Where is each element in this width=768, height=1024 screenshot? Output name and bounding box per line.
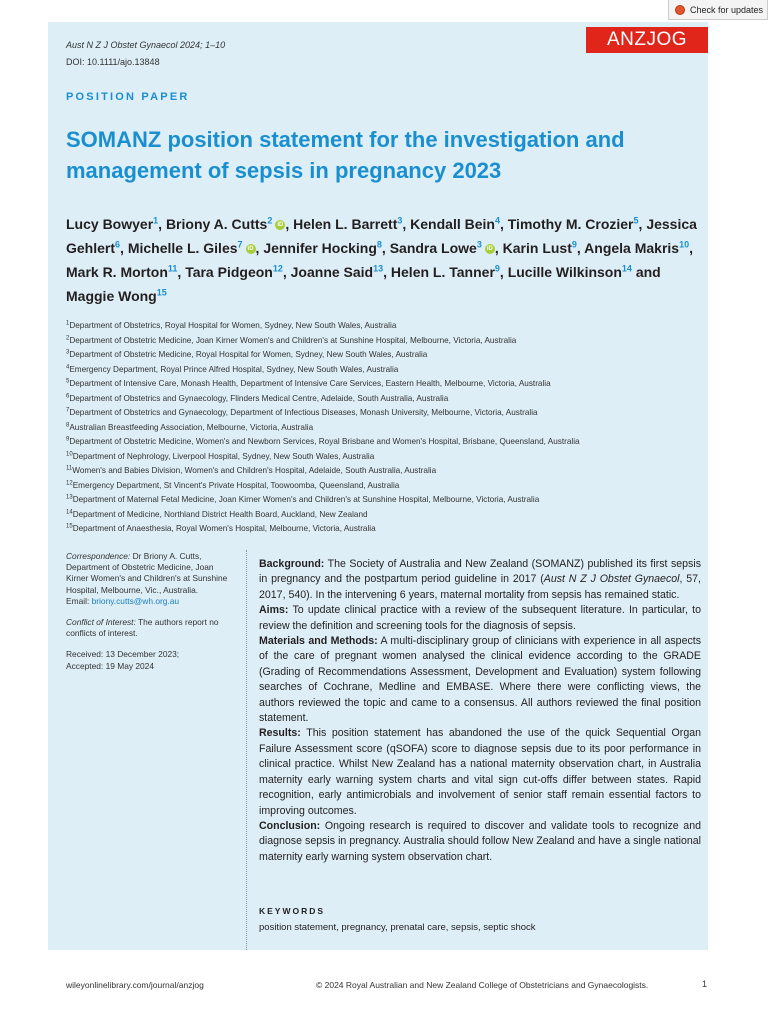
abstract-results	[259, 726, 701, 818]
author-affiliation-ref: 5	[633, 215, 639, 226]
affiliation-number: 11	[66, 465, 73, 472]
affiliation-item	[66, 450, 706, 465]
author	[185, 264, 283, 280]
aims-text: To update clinical practice with a review of the subsequent literature. In particular, to review the definition and screening tools for the diagnosis of sepsis.	[259, 604, 701, 632]
author	[166, 216, 285, 232]
author-affiliation-ref: 15	[156, 287, 167, 298]
author-name: Joanne Said	[290, 264, 374, 280]
affiliation-number: 3	[66, 349, 70, 356]
coi-text: The authors report no conflicts of interest.	[66, 617, 219, 639]
author	[391, 264, 500, 280]
crossmark-icon	[675, 5, 685, 15]
affiliation-number: 9	[66, 436, 70, 443]
affiliation-number: 12	[66, 479, 73, 486]
affiliation-text: Emergency Department, St Vincent's Private Hospital, Toowoomba, Queensland, Australia	[72, 480, 400, 490]
abstract-conclusion	[259, 819, 701, 865]
author	[508, 264, 632, 280]
author-name: Briony A. Cutts	[165, 216, 268, 232]
accepted-date: Accepted: 19 May 2024	[66, 660, 154, 671]
affiliation-item	[66, 392, 706, 407]
aims-label: Aims:	[259, 604, 289, 617]
affiliation-item	[66, 464, 706, 479]
author-name: Kendall Bein	[410, 216, 495, 232]
author-affiliation-ref: 7	[237, 239, 243, 250]
orcid-icon[interactable]: iD	[486, 246, 493, 253]
footer-copyright: © 2024 Royal Australian and New Zealand College of Obstetricians and Gynaecologists.	[316, 980, 649, 990]
affiliation-text: Department of Intensive Care, Monash Health, Department of Intensive Care Services, Eastern Health, Melbourne, Victoria, Australia	[69, 379, 551, 388]
affiliation-text: Emergency Department, Royal Prince Alfred Hospital, Sydney, New South Wales, Australia	[69, 364, 399, 374]
abstract-methods	[259, 634, 701, 726]
email-label: Email:	[66, 595, 90, 606]
author-name: Karin Lust	[502, 240, 572, 256]
author-affiliation-ref: 14	[621, 263, 632, 274]
author-name: Angela Makris	[584, 240, 680, 256]
abstract-background	[259, 557, 701, 603]
affiliation-text: Women's and Babies Division, Women's and Children's Hospital, Adelaide, South Australia, Australia	[72, 466, 437, 475]
affiliation-text: Australian Breastfeeding Association, Melbourne, Victoria, Australia	[69, 422, 314, 432]
author-name: Jennifer Hocking	[263, 240, 377, 256]
background-label: Background:	[259, 558, 325, 570]
background-text-2: , 57, 2017, 540). In the intervening 6 years, maternal mortality from sepsis has remained static.	[259, 573, 701, 601]
author	[390, 240, 495, 256]
affiliation-number: 1	[66, 320, 70, 327]
author-affiliation-ref: 10	[679, 239, 690, 250]
affiliation-number: 5	[66, 378, 70, 385]
affiliation-item	[66, 348, 706, 363]
affiliation-item	[66, 334, 706, 349]
affiliation-item	[66, 377, 706, 392]
conflict-of-interest	[66, 617, 234, 639]
author-affiliation-ref: 8	[376, 239, 382, 250]
conclusion-text: Ongoing research is required to discover and validate tools to recognize and diagnose sepsis in pregnancy. Australia should follow New Zealand and have a single national maternity early warning system observation chart.	[259, 819, 701, 863]
affiliation-number: 15	[66, 523, 73, 530]
author-affiliation-ref: 9	[571, 239, 577, 250]
affiliation-item	[66, 522, 706, 537]
author	[410, 216, 500, 232]
author	[66, 264, 177, 280]
author	[263, 240, 382, 256]
author-name: Sandra Lowe	[389, 240, 477, 256]
affiliation-item	[66, 421, 706, 436]
author-name: Michelle L. Giles	[127, 240, 238, 256]
author-affiliation-ref: 1	[153, 215, 159, 226]
author-name: Lucille Wilkinson	[507, 264, 622, 280]
correspondence-text: Dr Briony A. Cutts, Department of Obstetric Medicine, Joan Kirner Women's and Children's at Sunshine Hospital, Melbourne, Vic., Australia.	[66, 551, 228, 595]
orcid-icon[interactable]: iD	[247, 246, 254, 253]
methods-label: Materials and Methods:	[259, 635, 378, 648]
abstract-aims	[259, 603, 701, 634]
affiliation-text: Department of Medicine, Northland District Health Board, Auckland, New Zealand	[72, 509, 368, 519]
affiliation-text: Department of Obstetric Medicine, Joan Kirner Women's and Children's at Sunshine Hospital, Melbourne, Victoria, Australia	[69, 335, 517, 345]
affiliation-text: Department of Obstetrics and Gynaecology, Flinders Medical Centre, Adelaide, South Australia, Australia	[69, 393, 449, 403]
email-link[interactable]: briony.cutts@wh.org.au	[91, 595, 180, 606]
affiliation-number: 13	[66, 494, 73, 501]
author	[503, 240, 577, 256]
affiliation-number: 14	[66, 508, 73, 515]
author	[584, 240, 689, 256]
keywords-heading: KEYWORDS	[259, 906, 326, 916]
author-name: Maggie Wong	[66, 288, 157, 304]
paper-title: SOMANZ position statement for the investigation and management of sepsis in pregnancy 2023	[66, 127, 625, 183]
footer-url[interactable]: wileyonlinelibrary.com/journal/anzjog	[66, 980, 204, 990]
affiliation-number: 8	[66, 421, 70, 428]
author-name: Timothy M. Crozier	[507, 216, 634, 232]
affiliation-item	[66, 435, 706, 450]
check-for-updates-button[interactable]	[668, 0, 768, 20]
received-date: Received: 13 December 2023;	[66, 649, 180, 660]
author-name: Helen L. Tanner	[390, 264, 495, 280]
author	[293, 216, 402, 232]
author-affiliation-ref: 6	[115, 239, 121, 250]
author-affiliation-ref: 12	[272, 263, 283, 274]
dates	[66, 649, 234, 671]
author-affiliation-ref: 3	[397, 215, 403, 226]
affiliation-list	[66, 319, 706, 537]
affiliation-item	[66, 363, 706, 378]
journal-logo: ANZJOG	[586, 27, 708, 53]
author	[66, 288, 167, 304]
results-text: This position statement has abandoned the use of the quick Sequential Organ Failure Assessment score (qSOFA) score to diagnose sepsis due to its poor performance in clinical practice. Whilst New Zealand has a national maternity observation chart, in Australia maternity early warning system charts and vital sign cut-offs differ between states. Rapid recognition, early antimicrobials and involvement of senior staff remain essential factors to improving outcomes.	[259, 727, 701, 817]
affiliation-item	[66, 493, 706, 508]
background-text: The Society of Australia and New Zealand (SOMANZ) published its first sepsis in pregnancy and the postpartum period guideline in 2017 (	[259, 558, 701, 586]
author	[66, 216, 158, 232]
affiliation-number: 2	[66, 334, 70, 341]
affiliation-item	[66, 508, 706, 523]
paper-type: POSITION PAPER	[66, 91, 190, 103]
affiliation-text: Department of Obstetric Medicine, Women's and Newborn Services, Royal Brisbane and Women's Hospital, Brisbane, Queensland, Australia	[69, 437, 580, 446]
author-name: Tara Pidgeon	[185, 264, 273, 280]
conclusion-label: Conclusion:	[259, 819, 321, 832]
abstract	[259, 557, 701, 865]
orcid-icon[interactable]: iD	[277, 222, 284, 229]
author-name: Mark R. Morton	[66, 264, 168, 280]
coi-label: Conflict of Interest:	[66, 617, 136, 628]
affiliation-item	[66, 319, 706, 334]
divider	[246, 550, 247, 950]
affiliation-item	[66, 406, 706, 421]
affiliation-number: 4	[66, 363, 70, 370]
check-updates-label: Check for updates	[690, 4, 764, 15]
author-name: Jessica Gehlert	[66, 216, 697, 256]
affiliation-text: Department of Anaesthesia, Royal Women's Hospital, Melbourne, Victoria, Australia	[72, 524, 376, 533]
author-affiliation-ref: 3	[476, 239, 482, 250]
author-affiliation-ref: 4	[494, 215, 500, 226]
author-list: Lucy Bowyer$^1$, Briony A. Cutts$^2$ iD , Helen L. Barrett$^3$, Kendall Bein$^4$, Timothy M. Crozier$^5$, Jessica Gehlert$^6$, Michelle L. Giles$^7$ iD , Jennifer Hocking$^8$, Sandra Lowe$^3$ iD , Karin Lust$^9$, Angela Makris$^{10}$, Mark R. Morton$^{11}$, Tara Pidgeon$^{12}$, Joanne Said$^{13}$, Helen L. Tanner$^9$, Lucille Wilkinson$^{14}$ and Maggie Wong$^{15}$	[66, 215, 697, 304]
correspondence-sidebar	[66, 551, 234, 682]
methods-text: A multi-disciplinary group of clinicians with experience in all aspects of the care of pregnant women analysed the clinical evidence according to the GRADE (Grading of Recommendations Assessment, Development and Evaluation) system following searches of Cochrane, Medline and EMBASE. Where there were conflicting views, the authors reviewed the topic and came to a consensus. All authors reviewed the final position statement.	[259, 635, 702, 725]
correspondence	[66, 551, 234, 607]
affiliation-number: 6	[66, 392, 70, 399]
affiliation-text: Department of Obstetrics and Gynaecology, Department of Infectious Diseases, Monash University, Melbourne, Victoria, Australia	[69, 408, 538, 417]
author	[508, 216, 639, 232]
affiliation-number: 7	[66, 407, 70, 414]
results-label: Results:	[259, 727, 301, 740]
author-affiliation-ref: 2	[267, 215, 273, 226]
author-affiliation-ref: 11	[167, 263, 178, 274]
affiliation-number: 10	[66, 450, 73, 457]
page-number: 1	[702, 979, 708, 989]
affiliation-item	[66, 479, 706, 494]
journal-citation: Aust N Z J Obstet Gynaecol 2024; 1–10	[66, 40, 226, 50]
author-name: Lucy Bowyer	[66, 216, 154, 232]
affiliation-text: Department of Obstetrics, Royal Hospital for Women, Sydney, New South Wales, Australia	[69, 321, 397, 330]
affiliation-text: Department of Nephrology, Liverpool Hospital, Sydney, New South Wales, Australia	[72, 451, 375, 461]
background-citation: Aust N Z J Obstet Gynaecol	[543, 573, 680, 586]
author	[291, 264, 383, 280]
author	[128, 240, 256, 256]
correspondence-label: Correspondence:	[66, 551, 131, 561]
affiliation-text: Department of Maternal Fetal Medicine, Joan Kirner Women's and Children's at Sunshine Hospital, Melbourne, Victoria, Australia	[72, 495, 540, 504]
keywords-text: position statement, pregnancy, prenatal care, sepsis, septic shock	[259, 922, 536, 933]
author-affiliation-ref: 9	[494, 263, 500, 274]
doi[interactable]: DOI: 10.1111/ajo.13848	[66, 57, 160, 67]
affiliation-text: Department of Obstetric Medicine, Royal Hospital for Women, Sydney, New South Wales, Australia	[69, 350, 428, 359]
author-affiliation-ref: 13	[373, 263, 384, 274]
author-name: Helen L. Barrett	[293, 216, 398, 232]
